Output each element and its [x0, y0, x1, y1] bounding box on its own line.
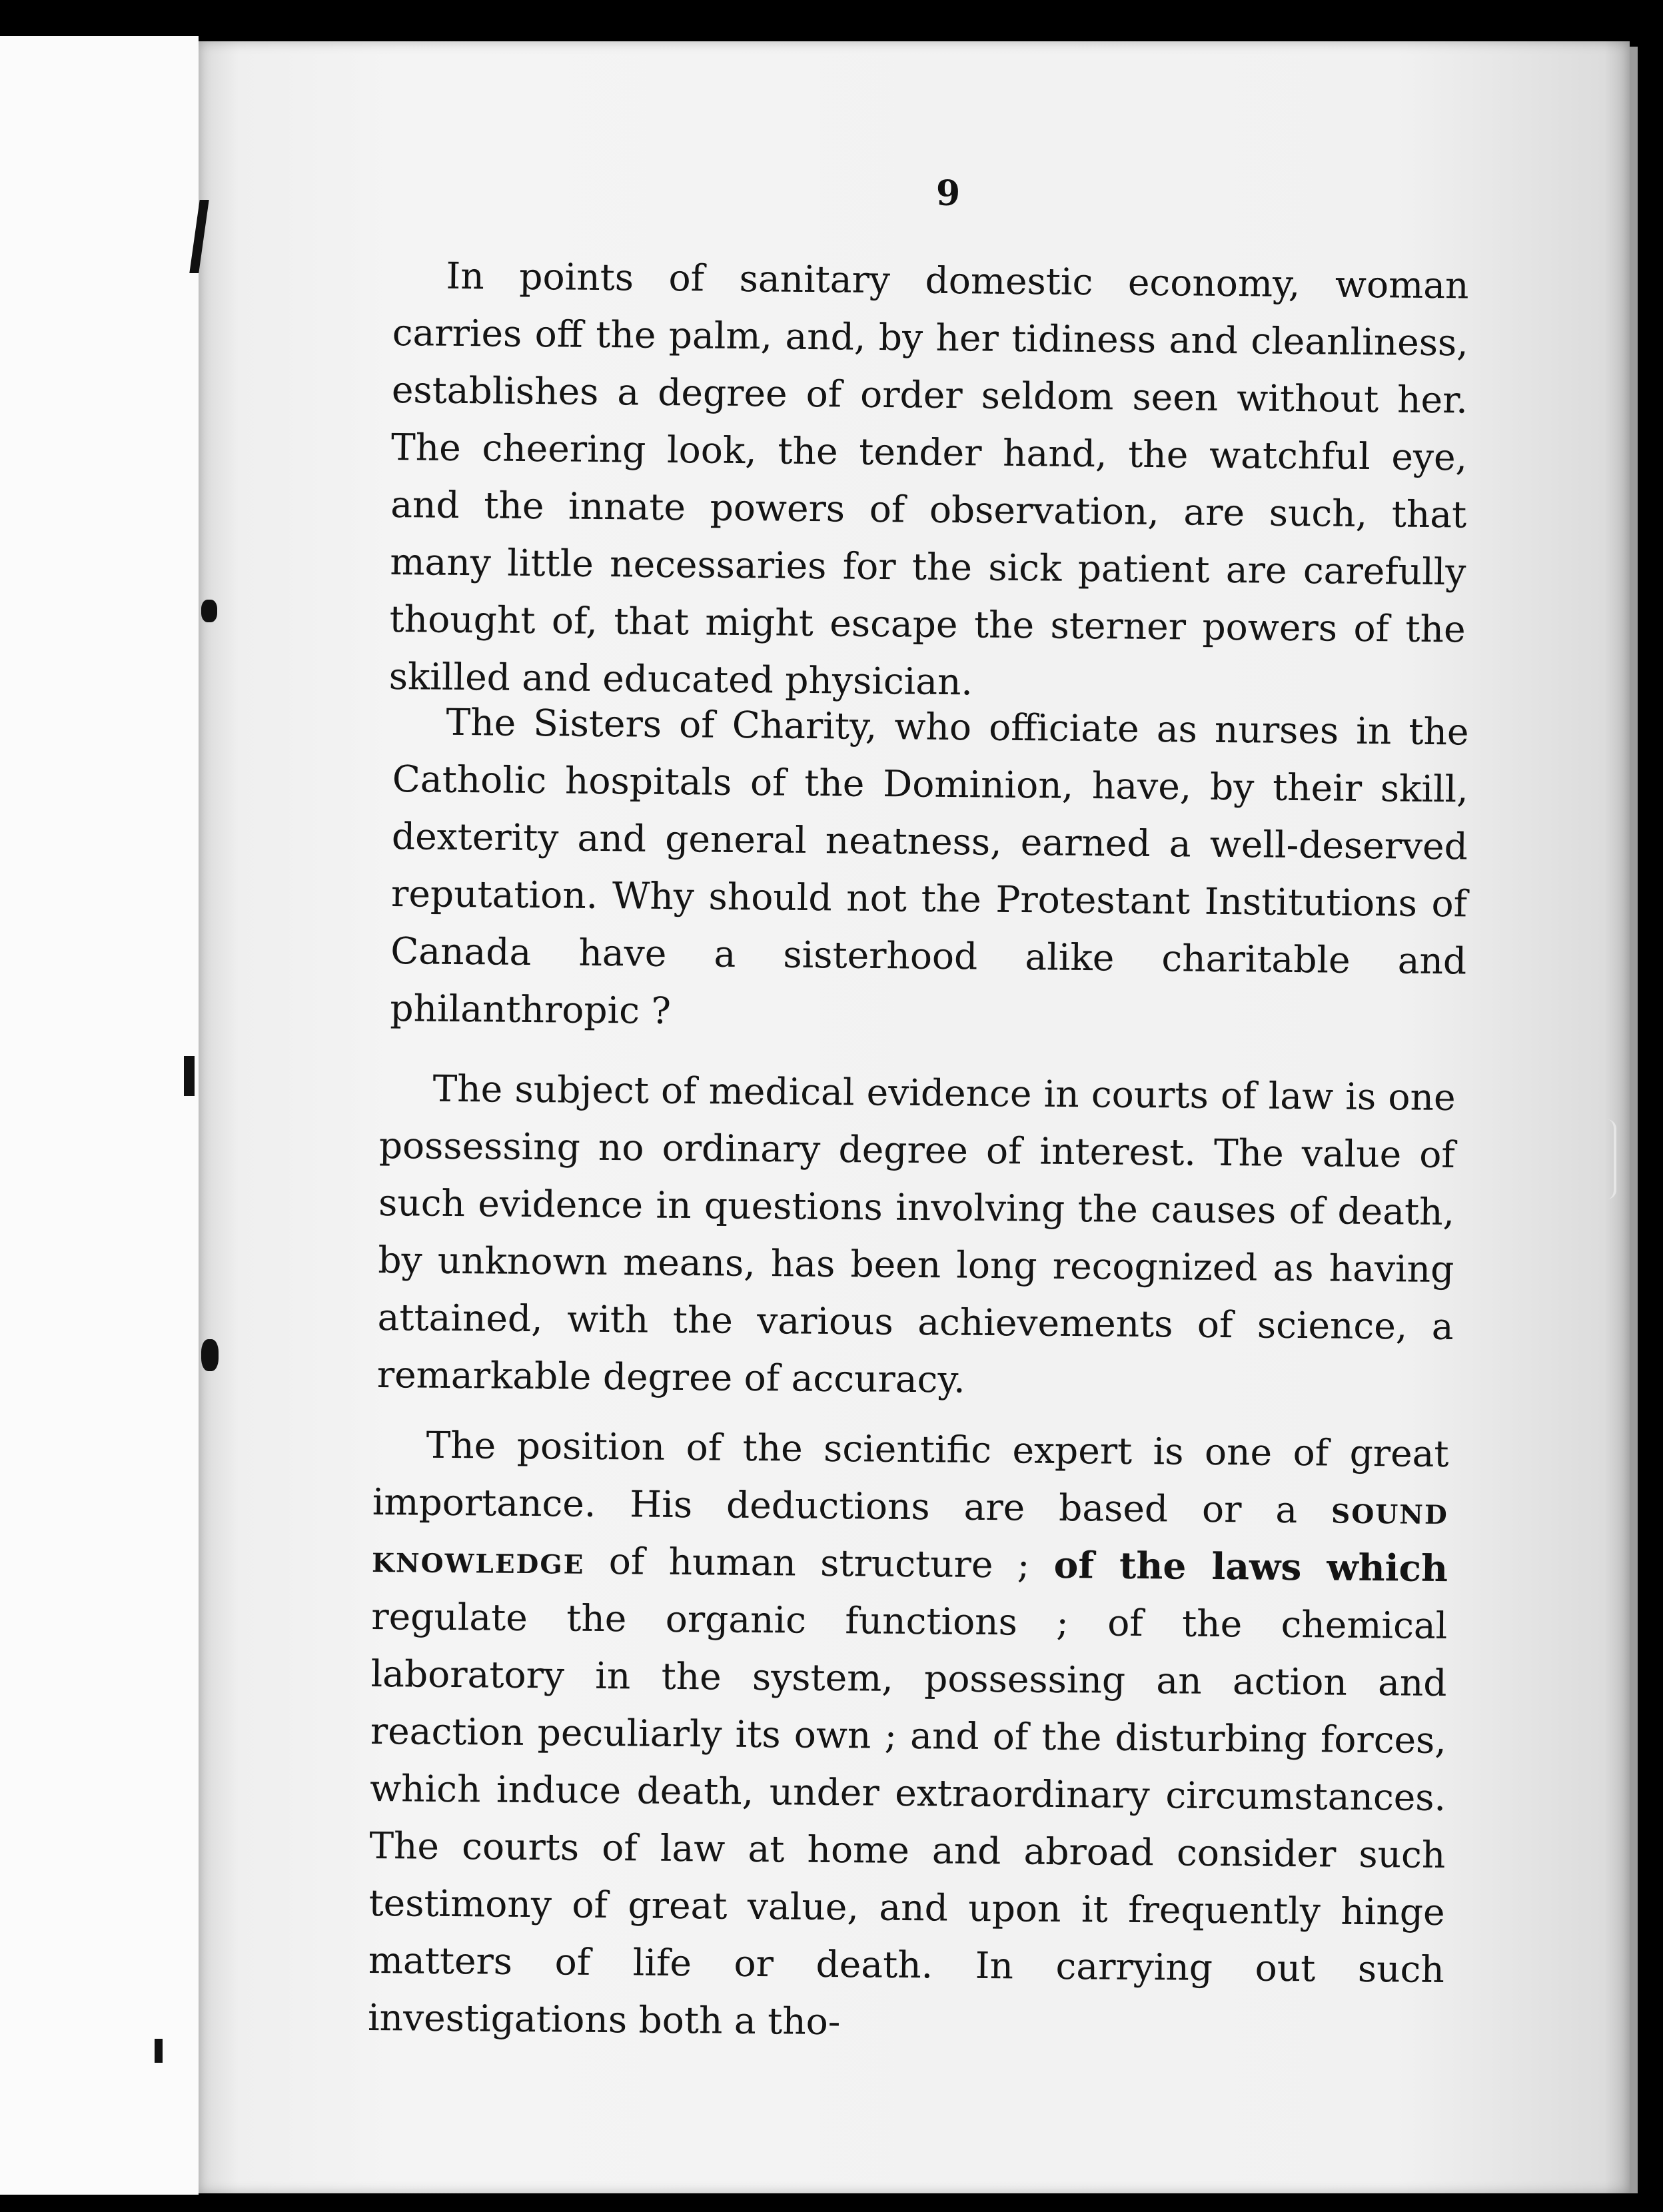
- adjacent-blank-leaf: [0, 36, 199, 2195]
- small-caps-emphasis: sound knowledge: [371, 1488, 1449, 1582]
- bold-emphasis: of the laws which: [1053, 1542, 1448, 1590]
- page-edge-shadow: [1630, 47, 1638, 2193]
- text-run: The position of the scientific expert is one of great importance. His deductions are based or a: [372, 1423, 1449, 1532]
- text-run: regulate the organic functions ; of the chemical laboratory in the system, possessing an action and reaction peculiarly its own ; and of the disturbing forces, which induce death, under extraordinary circumstances. The courts of law at home and abroad consider such testimony of great value, and upon it frequently hinge matters of life or death. In carrying out such investigations both a tho-: [367, 1594, 1448, 2043]
- bleed-through-mark: [1607, 1119, 1616, 1199]
- scan-mark: [201, 1339, 219, 1371]
- scan-mark: [201, 600, 217, 622]
- paragraph-sanitary-economy: In points of sanitary domestic economy, woman carries off the palm, and, by her tidiness and cleanliness, establishes a degree of order seldom seen without her. The cheering look, the tender hand, the watchful eye, and the innate powers of observation, are such, that many little necessaries for the sick patient are carefully thought of, that might escape the sterner powers of the skilled and educated physician.: [388, 254, 1469, 704]
- scan-mark: [184, 1056, 195, 1096]
- paragraph-scientific-expert: [368, 1416, 1449, 2055]
- paragraph-sisters-of-charity: The Sisters of Charity, who officiate as nurses in the Catholic hospitals of the Dominion, have, by their skill, dexterity and general neatness, earned a well-deserved reputation. Why should not the Protestant Institutions of Canada have a sisterhood alike charitable and philanthropic ?: [390, 700, 1469, 1033]
- text-run: of human structure ;: [584, 1539, 1054, 1586]
- page-number: 9: [936, 173, 961, 214]
- scan-mark: [155, 2039, 163, 2063]
- paragraph-medical-evidence: The subject of medical evidence in courts of law is one possessing no ordinary degree of interest. The value of such evidence in questions involving the causes of death, by unknown means, has been long recognized as having attained, with the various achievements of science, a remarkable degree of accuracy.: [376, 1067, 1456, 1401]
